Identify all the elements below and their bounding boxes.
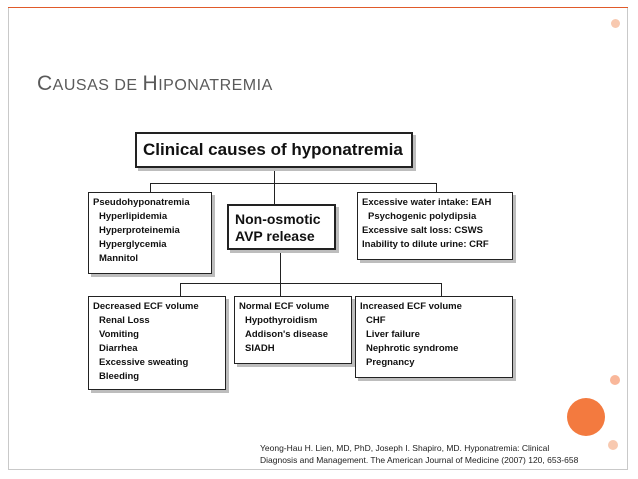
excessive-intake-box — [357, 192, 513, 260]
list-item: Nephrotic syndrome — [366, 343, 459, 354]
title-part-1: C — [37, 72, 53, 95]
citation — [260, 442, 578, 466]
non-osmotic-box — [227, 204, 336, 250]
list-item: Vomiting — [99, 329, 139, 340]
list-item: Psychogenic polydipsia — [368, 211, 477, 222]
connector-top-branch — [150, 183, 437, 184]
pseudohyponatremia-box — [88, 192, 212, 274]
list-item: Mannitol — [99, 253, 139, 264]
top-accent-line — [8, 7, 628, 8]
list-item: Bleeding — [99, 371, 140, 382]
citation-line-1: Yeong-Hau H. Lien, MD, PhD, Joseph I. Shapiro, MD. Hyponatremia: Clinical — [260, 443, 550, 453]
list-item: Renal Loss — [99, 315, 150, 326]
list-item: SIADH — [245, 343, 275, 354]
non-osmotic-line-1: Non-osmotic — [235, 211, 321, 227]
box-heading: Decreased ECF volume — [93, 301, 199, 312]
hyponatremia-flowchart — [88, 128, 516, 392]
title-part-4: IPONATREMIA — [158, 77, 273, 94]
connector-to-normal — [280, 283, 281, 296]
root-box — [135, 132, 413, 168]
connector-to-decreased — [180, 283, 181, 296]
slide-title — [37, 72, 273, 96]
list-item: Diarrhea — [99, 343, 138, 354]
connector-bottom-branch — [180, 283, 442, 284]
list-item: Liver failure — [366, 329, 420, 340]
box-heading: Pseudohyponatremia — [93, 197, 190, 208]
decreased-ecf-box — [88, 296, 226, 390]
connector-nonosm-down — [280, 250, 281, 283]
box-heading: Increased ECF volume — [360, 301, 462, 312]
decor-circle-small-bottom — [608, 440, 618, 450]
connector-root-down — [274, 168, 275, 204]
decor-circle-small-right — [610, 375, 620, 385]
increased-ecf-box — [355, 296, 513, 378]
title-part-2: AUSAS DE — [52, 77, 143, 94]
list-item: CHF — [366, 315, 386, 326]
list-item: Inability to dilute urine: CRF — [362, 239, 489, 250]
title-part-3: H — [142, 72, 159, 95]
root-label: Clinical causes of hyponatremia — [143, 140, 403, 159]
decor-circle-small-top — [611, 19, 620, 28]
list-item: Excessive salt loss: CSWS — [362, 225, 483, 236]
box-heading: Normal ECF volume — [239, 301, 330, 312]
decor-circle-large — [567, 398, 605, 436]
list-item: Hypothyroidism — [245, 315, 318, 326]
normal-ecf-box — [234, 296, 352, 364]
connector-to-increased — [441, 283, 442, 296]
list-item: Pregnancy — [366, 357, 415, 368]
list-item: Hyperglycemia — [99, 239, 167, 250]
connector-to-excess — [436, 183, 437, 192]
non-osmotic-line-2: AVP release — [235, 228, 315, 244]
list-item: Excessive sweating — [99, 357, 189, 368]
citation-line-2: Diagnosis and Management. The American Journal of Medicine (2007) 120, 653-658 — [260, 455, 579, 465]
list-item: Addison's disease — [245, 329, 329, 340]
list-item: Hyperproteinemia — [99, 225, 180, 236]
list-item: Excessive water intake: EAH — [362, 197, 492, 208]
list-item: Hyperlipidemia — [99, 211, 168, 222]
connector-to-pseudo — [150, 183, 151, 192]
